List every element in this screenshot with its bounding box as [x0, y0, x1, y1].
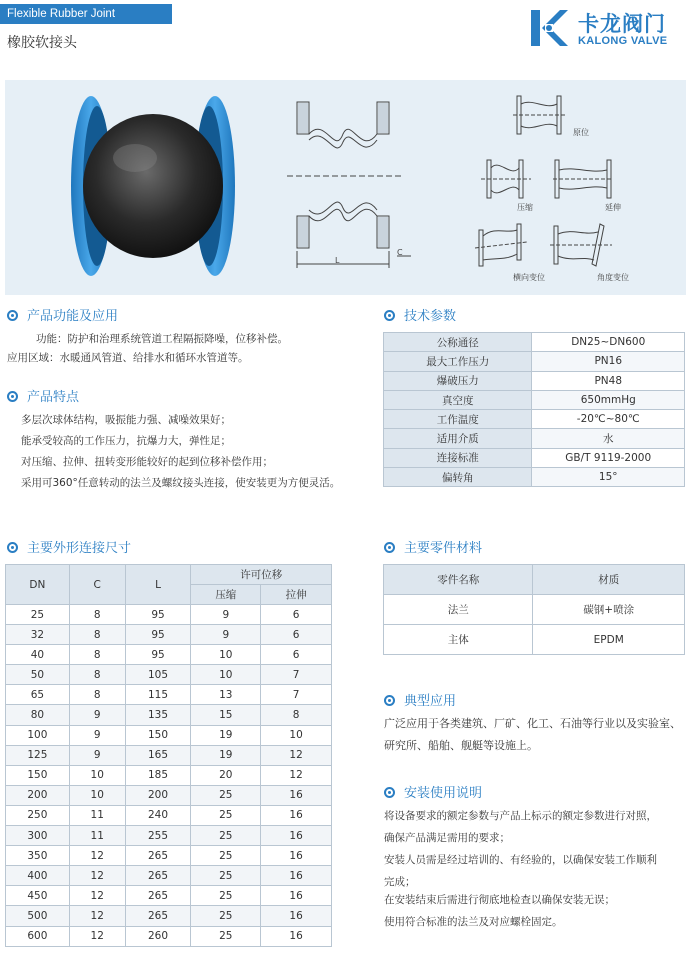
l-value: 260: [125, 926, 191, 946]
feature-line-4: 采用可360°任意转动的法兰及螺纹接头连接，使安装更为方便灵活。: [21, 477, 341, 489]
param-value: 15°: [532, 468, 685, 487]
l-value: 265: [125, 886, 191, 906]
compress-value: 20: [191, 765, 261, 785]
table-row: [6, 906, 332, 926]
section-bullet-icon: [384, 310, 395, 321]
dimensions-table: [5, 564, 332, 947]
col-header-extend: 拉伸: [261, 585, 332, 605]
compress-value: 9: [191, 605, 261, 625]
param-value: 水: [532, 429, 685, 448]
dimensions-heading: 主要外形连接尺寸: [7, 537, 131, 556]
dn-value: 350: [6, 846, 70, 866]
table-row: [6, 785, 332, 805]
extend-value: 16: [261, 866, 332, 886]
l-value: 200: [125, 785, 191, 805]
english-title-banner: Flexible Rubber Joint: [0, 4, 172, 24]
logo-chinese-text: 卡龙阀门: [578, 12, 666, 36]
table-row: [384, 625, 685, 655]
extend-value: 16: [261, 826, 332, 846]
extend-value: 7: [261, 685, 332, 705]
l-value: 95: [125, 605, 191, 625]
section-bullet-icon: [7, 391, 18, 402]
col-header-displacement: 许可位移: [191, 565, 332, 585]
l-value: 150: [125, 725, 191, 745]
application-heading: 典型应用: [384, 690, 456, 709]
l-value: 265: [125, 906, 191, 926]
l-value: 265: [125, 866, 191, 886]
logo-english-text: KALONG VALVE: [578, 35, 668, 47]
col-header-l: L: [125, 565, 191, 605]
extend-value: 16: [261, 886, 332, 906]
table-row: [384, 468, 685, 487]
table-row: [6, 645, 332, 665]
compress-value: 25: [191, 886, 261, 906]
table-row: [384, 371, 685, 390]
c-value: 8: [69, 665, 125, 685]
compress-value: 25: [191, 826, 261, 846]
extend-value: 16: [261, 785, 332, 805]
brand-logo: [528, 7, 688, 49]
compress-value: 25: [191, 785, 261, 805]
extend-value: 6: [261, 625, 332, 645]
compress-value: 10: [191, 645, 261, 665]
l-value: 185: [125, 765, 191, 785]
install-line-1: 将设备要求的额定参数与产品上标示的额定参数进行对照，: [384, 810, 657, 822]
part-name: 主体: [384, 625, 533, 655]
dimension-l-label: L: [335, 256, 340, 265]
dn-value: 500: [6, 906, 70, 926]
table-row: [6, 866, 332, 886]
table-row: [6, 846, 332, 866]
compression-diagram-icon: [481, 158, 531, 200]
c-value: 12: [69, 926, 125, 946]
c-value: 12: [69, 866, 125, 886]
table-row: [384, 352, 685, 371]
l-value: 95: [125, 625, 191, 645]
dn-value: 250: [6, 805, 70, 825]
col-header-dn: DN: [6, 565, 70, 605]
l-value: 135: [125, 705, 191, 725]
table-row: [6, 886, 332, 906]
c-value: 8: [69, 605, 125, 625]
compress-value: 10: [191, 665, 261, 685]
param-name: 爆破压力: [384, 371, 532, 390]
table-row: [384, 390, 685, 409]
param-name: 连接标准: [384, 448, 532, 467]
tech-params-table: [383, 332, 685, 487]
compress-value: 25: [191, 866, 261, 886]
extend-value: 16: [261, 846, 332, 866]
application-line-1: 广泛应用于各类建筑、厂矿、化工、石油等行业以及实验室、: [384, 717, 681, 730]
extend-value: 16: [261, 926, 332, 946]
chinese-title: 橡胶软接头: [7, 35, 77, 51]
c-value: 9: [69, 745, 125, 765]
c-value: 11: [69, 805, 125, 825]
c-value: 8: [69, 645, 125, 665]
extend-value: 10: [261, 725, 332, 745]
kalong-logo-icon: [528, 7, 570, 49]
table-row: [6, 765, 332, 785]
part-material: 碳钢+喷涂: [533, 595, 685, 625]
col-header-compress: 压缩: [191, 585, 261, 605]
l-value: 105: [125, 665, 191, 685]
function-heading: 产品功能及应用: [7, 305, 118, 324]
dn-value: 450: [6, 886, 70, 906]
dn-value: 40: [6, 645, 70, 665]
col-header-part: 零件名称: [384, 565, 533, 595]
table-row: [6, 725, 332, 745]
dimension-c-label: C: [397, 248, 403, 257]
dn-value: 50: [6, 665, 70, 685]
l-value: 95: [125, 645, 191, 665]
part-material: EPDM: [533, 625, 685, 655]
table-row: [6, 685, 332, 705]
c-value: 9: [69, 725, 125, 745]
extend-value: 12: [261, 765, 332, 785]
feature-line-1: 多层次球体结构，吸振能力强、减噪效果好；: [21, 414, 231, 426]
angular-displacement-label: 角度变位: [597, 273, 629, 282]
compress-value: 19: [191, 725, 261, 745]
application-line-2: 研究所、船舶、舰艇等设施上。: [384, 739, 538, 752]
extension-diagram-icon: [553, 158, 613, 200]
param-name: 公称通径: [384, 333, 532, 352]
compress-value: 19: [191, 745, 261, 765]
extend-value: 16: [261, 805, 332, 825]
extend-value: 12: [261, 745, 332, 765]
original-position-diagram-icon: [513, 94, 568, 136]
cross-section-drawing-icon: [285, 96, 415, 281]
install-heading: 安装使用说明: [384, 782, 482, 801]
compress-value: 25: [191, 805, 261, 825]
function-line-2: 应用区域：水暖通风管道、给排水和循环水管道等。: [7, 352, 249, 364]
features-heading: 产品特点: [7, 386, 79, 405]
section-bullet-icon: [384, 787, 395, 798]
c-value: 10: [69, 765, 125, 785]
table-row: [6, 805, 332, 825]
extend-value: 8: [261, 705, 332, 725]
install-line-6: 使用符合标准的法兰及对应螺栓固定。: [384, 916, 563, 928]
materials-table: [383, 564, 685, 655]
dn-value: 100: [6, 725, 70, 745]
install-line-4: 完成；: [384, 876, 416, 888]
table-row: [6, 705, 332, 725]
table-row: [6, 625, 332, 645]
part-name: 法兰: [384, 595, 533, 625]
compress-value: 25: [191, 906, 261, 926]
feature-line-2: 能承受较高的工作压力，抗爆力大，弹性足；: [21, 435, 231, 447]
table-row: [6, 605, 332, 625]
compress-value: 25: [191, 846, 261, 866]
table-row: [6, 826, 332, 846]
compress-value: 15: [191, 705, 261, 725]
lateral-displacement-diagram-icon: [475, 222, 527, 268]
c-value: 8: [69, 685, 125, 705]
dn-value: 25: [6, 605, 70, 625]
table-row: [384, 448, 685, 467]
param-value: DN25~DN600: [532, 333, 685, 352]
extend-value: 7: [261, 665, 332, 685]
feature-line-3: 对压缩、拉伸、扭转变形能较好的起到位移补偿作用；: [21, 456, 273, 468]
extend-value: 16: [261, 906, 332, 926]
section-bullet-icon: [384, 542, 395, 553]
param-name: 适用介质: [384, 429, 532, 448]
table-row: [6, 926, 332, 946]
table-row: [384, 333, 685, 352]
angular-displacement-diagram-icon: [550, 222, 612, 268]
install-line-3: 安装人员需是经过培训的、有经验的，以确保安装工作顺利: [384, 854, 657, 866]
param-name: 真空度: [384, 390, 532, 409]
c-value: 12: [69, 906, 125, 926]
param-value: -20℃~80℃: [532, 410, 685, 429]
install-line-2: 确保产品满足需用的要求；: [384, 832, 510, 844]
section-bullet-icon: [7, 310, 18, 321]
table-row: [6, 665, 332, 685]
l-value: 115: [125, 685, 191, 705]
dn-value: 600: [6, 926, 70, 946]
install-line-5: 在安装结束后需进行彻底地检查以确保安装无误；: [384, 894, 615, 906]
dn-value: 65: [6, 685, 70, 705]
param-value: PN16: [532, 352, 685, 371]
dn-value: 200: [6, 785, 70, 805]
param-value: PN48: [532, 371, 685, 390]
c-value: 8: [69, 625, 125, 645]
table-row: [384, 429, 685, 448]
c-value: 12: [69, 886, 125, 906]
section-bullet-icon: [384, 695, 395, 706]
lateral-displacement-label: 横向变位: [513, 273, 545, 282]
function-line-1: 功能：防护和治理系统管道工程隔振降噪，位移补偿。: [36, 333, 288, 345]
table-row: [6, 745, 332, 765]
compression-label: 压缩: [517, 203, 533, 212]
product-hero-panel: [5, 80, 686, 295]
l-value: 240: [125, 805, 191, 825]
dn-value: 150: [6, 765, 70, 785]
dn-value: 80: [6, 705, 70, 725]
rubber-joint-photo-icon: [63, 86, 243, 286]
extend-value: 6: [261, 645, 332, 665]
c-value: 12: [69, 846, 125, 866]
param-name: 最大工作压力: [384, 352, 532, 371]
tech-heading: 技术参数: [384, 305, 456, 324]
col-header-c: C: [69, 565, 125, 605]
compress-value: 13: [191, 685, 261, 705]
c-value: 10: [69, 785, 125, 805]
compress-value: 9: [191, 625, 261, 645]
dn-value: 300: [6, 826, 70, 846]
table-row: [384, 410, 685, 429]
param-name: 偏转角: [384, 468, 532, 487]
l-value: 265: [125, 846, 191, 866]
param-name: 工作温度: [384, 410, 532, 429]
extension-label: 延伸: [605, 203, 621, 212]
extend-value: 6: [261, 605, 332, 625]
col-header-material: 材质: [533, 565, 685, 595]
c-value: 9: [69, 705, 125, 725]
c-value: 11: [69, 826, 125, 846]
dn-value: 125: [6, 745, 70, 765]
table-row: [384, 595, 685, 625]
l-value: 255: [125, 826, 191, 846]
original-position-label: 原位: [573, 128, 589, 137]
section-bullet-icon: [7, 542, 18, 553]
l-value: 165: [125, 745, 191, 765]
materials-heading: 主要零件材料: [384, 537, 482, 556]
dn-value: 32: [6, 625, 70, 645]
dn-value: 400: [6, 866, 70, 886]
param-value: 650mmHg: [532, 390, 685, 409]
compress-value: 25: [191, 926, 261, 946]
param-value: GB/T 9119-2000: [532, 448, 685, 467]
